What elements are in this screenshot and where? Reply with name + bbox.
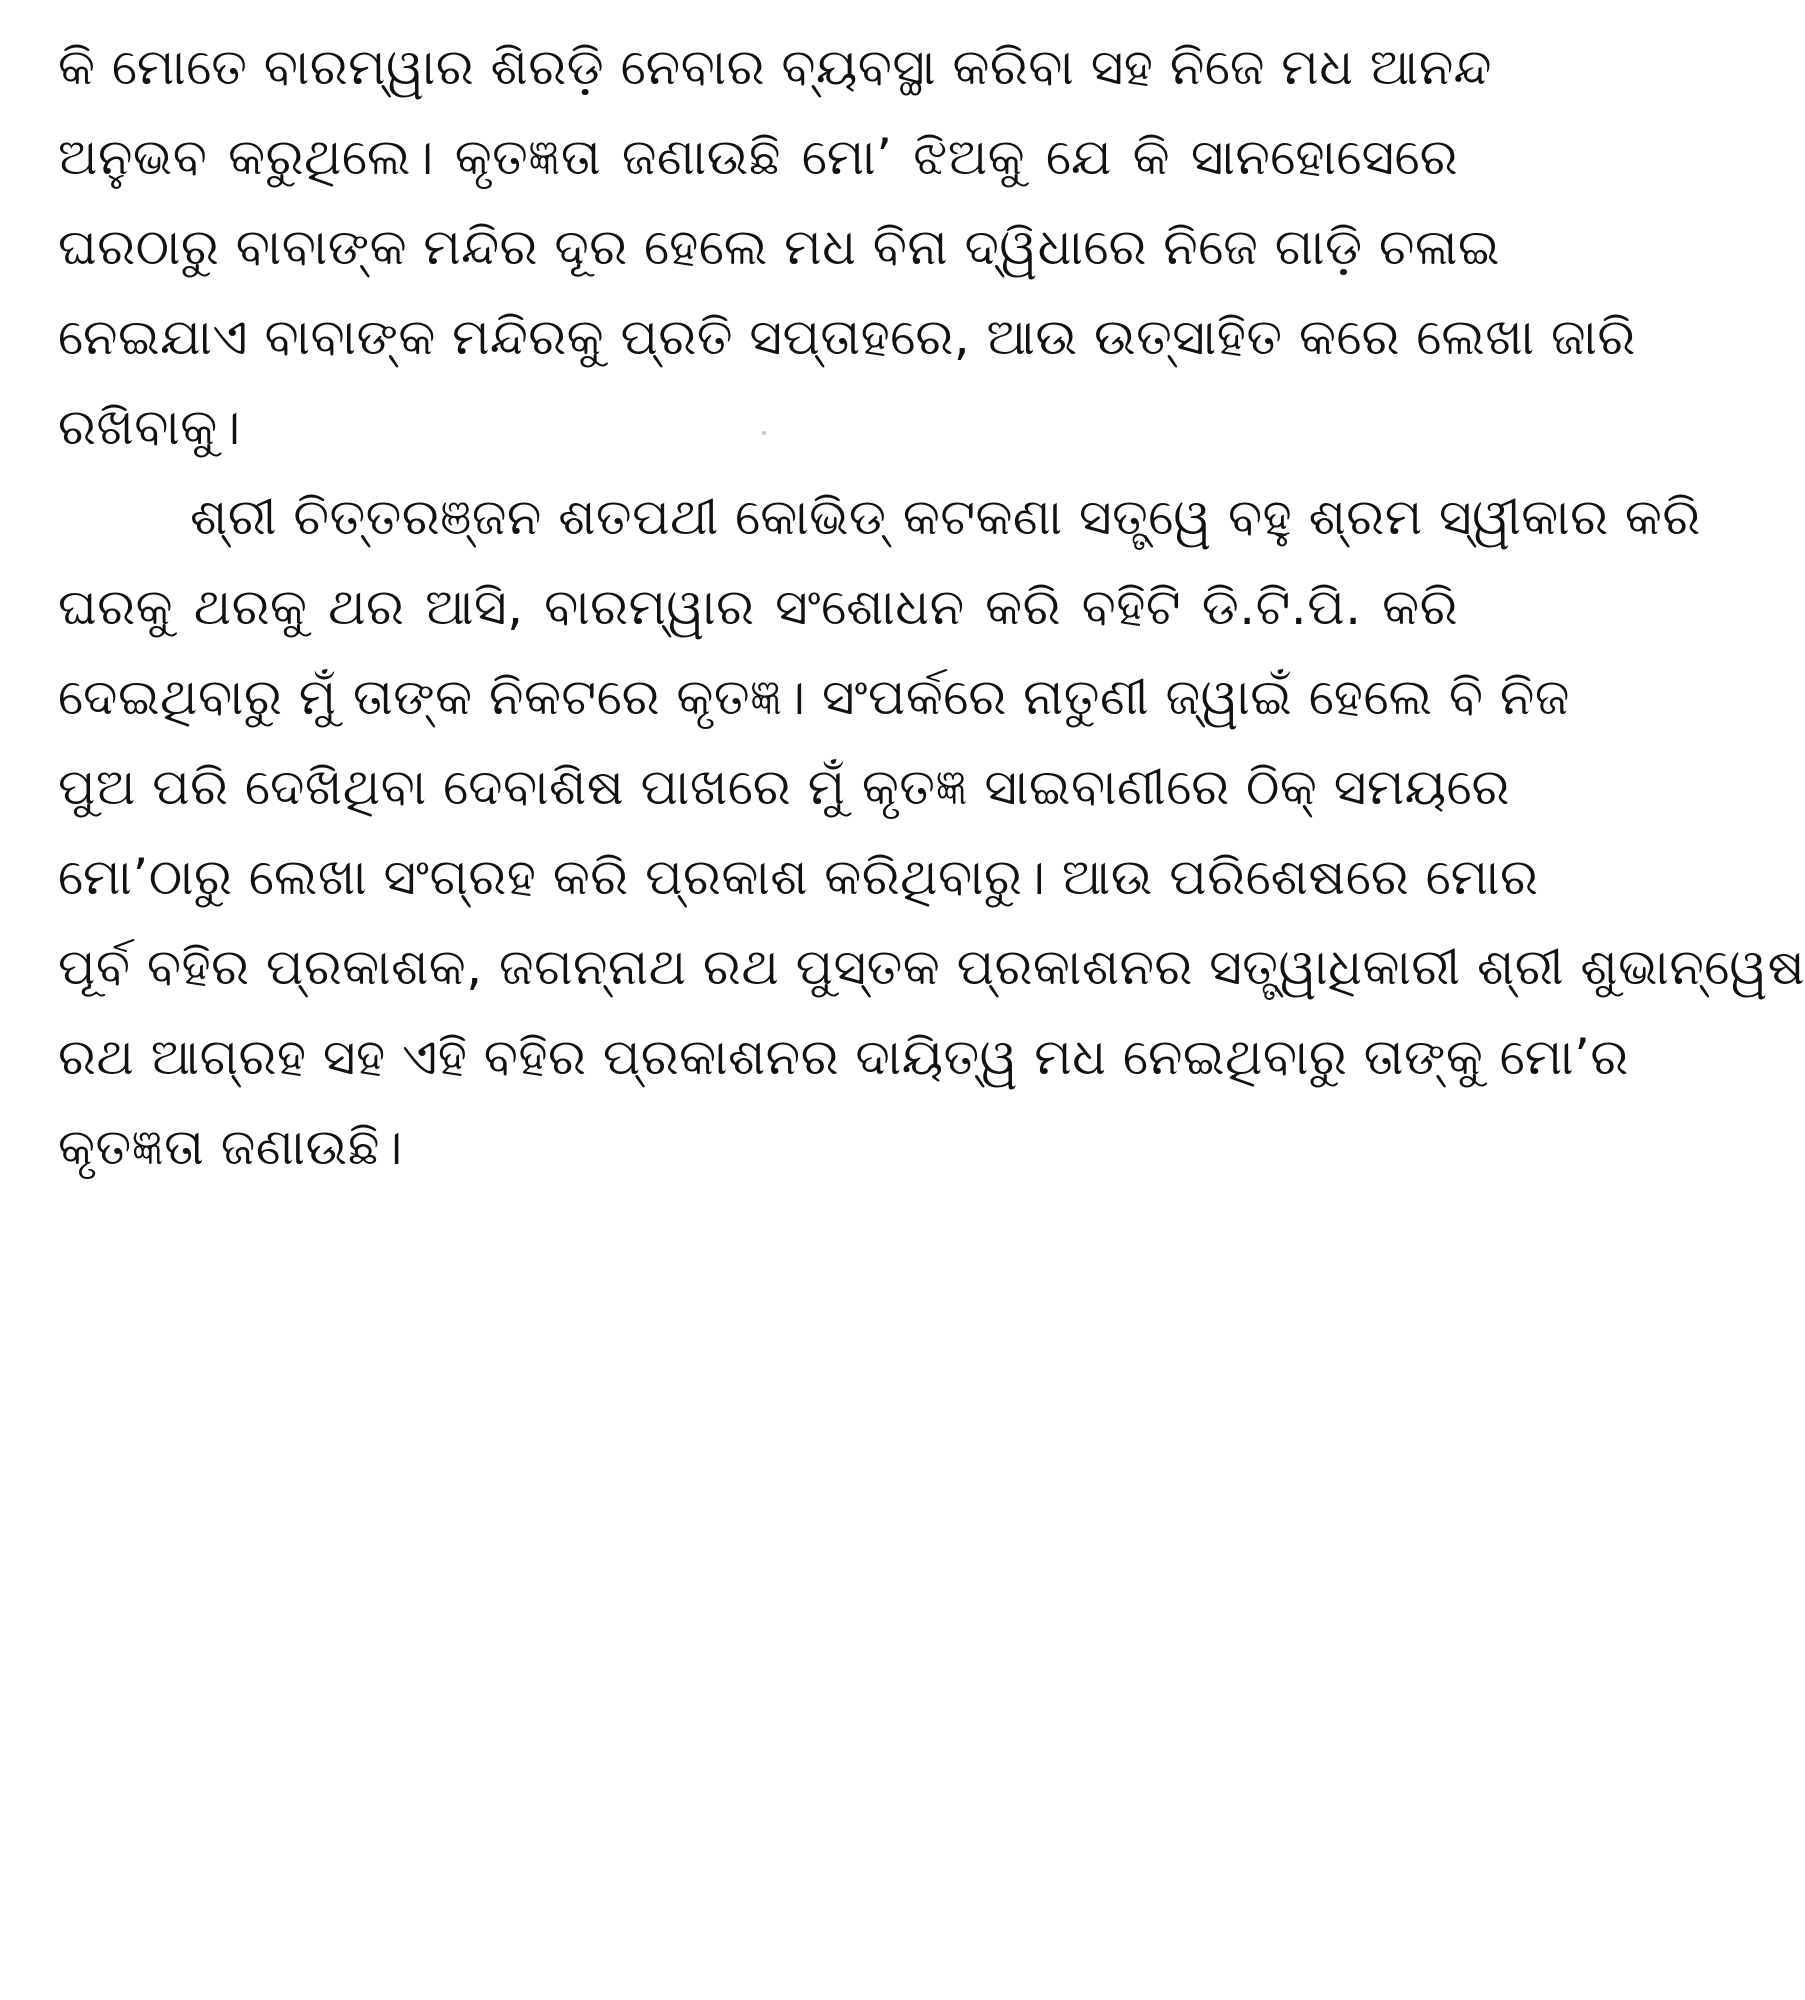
text-line: ଶ୍ରୀ ଚିତ୍ତରଞ୍ଜନ ଶତପଥୀ କୋଭିଡ୍ କଟକଣା ସତ୍ତ୍ୱେ ବହୁ ଶ୍ରମ ସ୍ୱୀକାର କରି	[190, 488, 1701, 546]
text-line: ଅନୁଭବ କରୁଥିଲେ। କୃତଜ୍ଞତା ଜଣାଉଛି ମୋ’ ଝିଅକୁ ଯେ କି ସାନହୋସେରେ	[58, 128, 1458, 186]
text-line: ପୂର୍ବ ବହିର ପ୍ରକାଶକ, ଜଗନ୍ନାଥ ରଥ ପୁସ୍ତକ ପ୍ରକାଶନର ସତ୍ତ୍ୱାଧିକାରୀ ଶ୍ରୀ ଶୁଭାନ୍ୱେଷ	[58, 938, 1805, 996]
text-line: ଘରଠାରୁ ବାବାଙ୍କ ମନ୍ଦିର ଦୂର ହେଲେ ମଧ ବିନା ଦ୍ୱିଧାରେ ନିଜେ ଗାଡ଼ି ଚଳାଇ	[58, 218, 1501, 276]
text-line: ରଥ ଆଗ୍ରହ ସହ ଏହି ବହିର ପ୍ରକାଶନର ଦାୟିତ୍ୱ ମଧ ନେଇଥିବାରୁ ତାଙ୍କୁ ମୋ’ର	[58, 1028, 1629, 1086]
paragraph-family-thanks	[58, 22, 1636, 472]
text-line: ନେଇଯାଏ ବାବାଙ୍କ ମନ୍ଦିରକୁ ପ୍ରତି ସପ୍ତାହରେ, ଆଉ ଉତ୍ସାହିତ କରେ ଲେଖା ଜାରି	[58, 308, 1636, 366]
text-line: ଦେଇଥିବାରୁ ମୁଁ ତାଙ୍କ ନିକଟରେ କୃତଜ୍ଞ। ସଂପର୍କରେ ନାତୁଣୀ ଜ୍ୱାଇଁ ହେଲେ ବି ନିଜ	[58, 668, 1570, 726]
text-line: ଘରକୁ ଥରକୁ ଥର ଆସି, ବାରମ୍ୱାର ସଂଶୋଧନ କରି ବହିଟି ଡି.ଟି.ପି. କରି	[58, 578, 1458, 636]
document-page	[58, 22, 1805, 1982]
paragraph-acknowledgements	[58, 472, 1805, 1192]
text-line: କି ମୋତେ ବାରମ୍ୱାର ଶିରଡ଼ି ନେବାର ବ୍ୟବସ୍ଥା କରିବା ସହ ନିଜେ ମଧ ଆନନ୍ଦ	[58, 38, 1492, 96]
text-line: ମୋ’ଠାରୁ ଲେଖା ସଂଗ୍ରହ କରି ପ୍ରକାଶ କରିଥିବାରୁ। ଆଉ ପରିଶେଷରେ ମୋର	[58, 848, 1539, 906]
text-line: ପୁଅ ପରି ଦେଖିଥିବା ଦେବାଶିଷ ପାଖରେ ମୁଁ କୃତଜ୍ଞ ସାଇବାଣୀରେ ଠିକ୍ ସମୟରେ	[58, 758, 1510, 816]
text-line: କୃତଜ୍ଞତା ଜଣାଉଛି।	[58, 1118, 403, 1176]
text-line: ରଖିବାକୁ।	[58, 398, 241, 456]
scan-speck	[762, 431, 766, 435]
